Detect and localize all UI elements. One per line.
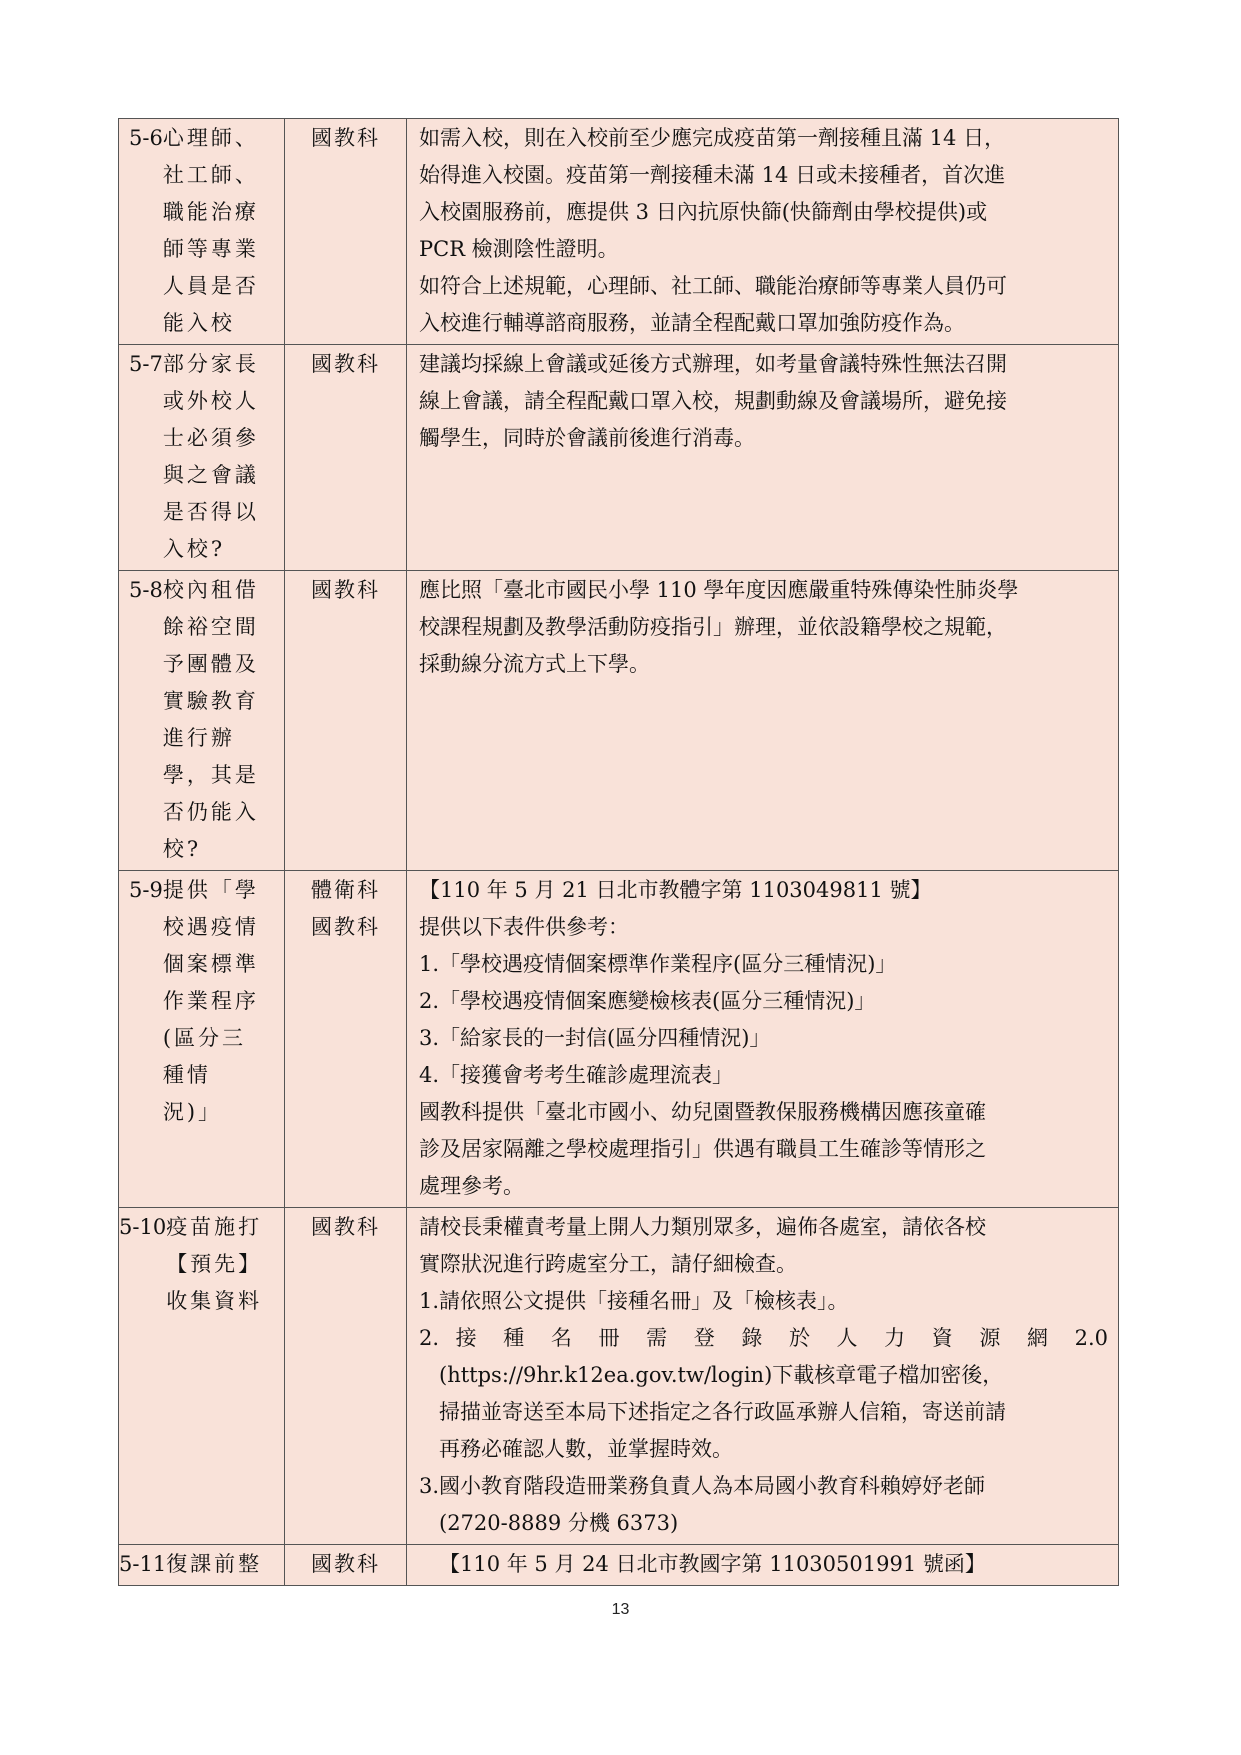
answer-line: 實際狀況進行跨處室分工，請仔細檢查。 bbox=[419, 1252, 797, 1276]
answer-line: 【110 年 5 月 24 日北市教國字第 11030501991 號函】 bbox=[439, 1552, 986, 1576]
question-line: 收集資料 bbox=[166, 1289, 263, 1313]
answer-line: 2. 接 種 名 冊 需 登 錄 於 人 力 資 源 網 2.0 bbox=[419, 1326, 1108, 1350]
question-id: 5-9 bbox=[129, 878, 163, 902]
department-cell bbox=[285, 571, 407, 871]
department-cell bbox=[285, 345, 407, 571]
question-line: 士必須參 bbox=[162, 426, 259, 450]
table-row bbox=[119, 571, 1119, 871]
question-line: 能入校 bbox=[162, 311, 235, 335]
answer-line: 入校園服務前，應提供 3 日內抗原快篩(快篩劑由學校提供)或 bbox=[419, 200, 988, 224]
question-line: 餘裕空間 bbox=[162, 615, 259, 639]
table-row bbox=[119, 1545, 1119, 1586]
answer-cell bbox=[407, 345, 1119, 571]
answer-cell bbox=[407, 119, 1119, 345]
question-line: 學，其是 bbox=[162, 763, 259, 787]
question-id: 5-6 bbox=[129, 126, 163, 150]
answer-line: 3.國小教育階段造冊業務負責人為本局國小教育科賴婷妤老師 bbox=[419, 1474, 986, 1498]
question-line: 【預先】 bbox=[166, 1252, 263, 1276]
answer-line: 入校進行輔導諮商服務，並請全程配戴口罩加強防疫作為。 bbox=[419, 311, 965, 335]
question-line: 提供「學 bbox=[162, 878, 259, 902]
answer-line: 2.「學校遇疫情個案應變檢核表(區分三種情況)」 bbox=[419, 989, 876, 1013]
answer-line: 再務必確認人數，並掌握時效。 bbox=[439, 1437, 733, 1461]
answer-line: 始得進入校園。疫苗第一劑接種未滿 14 日或未接種者，首次進 bbox=[419, 163, 1006, 187]
department-label: 國教科 bbox=[311, 352, 380, 376]
answer-cell bbox=[407, 1545, 1119, 1586]
department-label: 國教科 bbox=[311, 126, 380, 150]
answer-line: 應比照「臺北市國民小學 110 學年度因應嚴重特殊傳染性肺炎學 bbox=[419, 578, 1019, 602]
question-line: (區分三 bbox=[162, 1026, 247, 1050]
answer-line: (2720-8889 分機 6373) bbox=[439, 1511, 679, 1535]
question-cell bbox=[119, 119, 285, 345]
department-cell bbox=[285, 119, 407, 345]
question-cell bbox=[119, 1208, 285, 1545]
question-line: 部分家長 bbox=[162, 352, 259, 376]
question-line: 個案標準 bbox=[162, 952, 259, 976]
answer-line: 1.「學校遇疫情個案標準作業程序(區分三種情況)」 bbox=[419, 952, 897, 976]
answer-line: 採動線分流方式上下學。 bbox=[419, 652, 650, 676]
answer-line: 線上會議，請全程配戴口罩入校，規劃動線及會議場所，避免接 bbox=[419, 389, 1007, 413]
department-label: 國教科 bbox=[311, 1552, 380, 1576]
answer-line: 【110 年 5 月 21 日北市教體字第 1103049811 號】 bbox=[419, 878, 932, 902]
question-cell bbox=[119, 871, 285, 1208]
answer-line: 3.「給家長的一封信(區分四種情況)」 bbox=[419, 1026, 771, 1050]
department-cell bbox=[285, 1545, 407, 1586]
department-cell bbox=[285, 871, 407, 1208]
question-line: 師等專業 bbox=[162, 237, 259, 261]
faq-table bbox=[118, 118, 1119, 1586]
question-cell bbox=[119, 345, 285, 571]
department-label: 體衛科 bbox=[311, 878, 380, 902]
question-line: 作業程序 bbox=[162, 989, 259, 1013]
question-line: 進行辦 bbox=[162, 726, 235, 750]
question-id: 5-8 bbox=[129, 578, 163, 602]
answer-line: PCR 檢測陰性證明。 bbox=[419, 237, 619, 261]
department-cell bbox=[285, 1208, 407, 1545]
table-row bbox=[119, 345, 1119, 571]
question-id: 5-11 bbox=[119, 1552, 167, 1576]
answer-line: 觸學生，同時於會議前後進行消毒。 bbox=[419, 426, 755, 450]
department-label: 國教科 bbox=[311, 578, 380, 602]
table-row bbox=[119, 871, 1119, 1208]
question-cell bbox=[119, 571, 285, 871]
question-id: 5-7 bbox=[129, 352, 163, 376]
answer-cell bbox=[407, 871, 1119, 1208]
answer-line: 掃描並寄送至本局下述指定之各行政區承辦人信箱，寄送前請 bbox=[439, 1400, 1006, 1424]
answer-line: 提供以下表件供參考： bbox=[419, 915, 629, 939]
answer-line: 建議均採線上會議或延後方式辦理，如考量會議特殊性無法召開 bbox=[419, 352, 1007, 376]
page-number: 13 bbox=[611, 1601, 630, 1618]
question-line: 復課前整 bbox=[166, 1552, 263, 1576]
question-line: 予團體及 bbox=[162, 652, 259, 676]
answer-line: 處理參考。 bbox=[419, 1174, 524, 1198]
answer-cell bbox=[407, 1208, 1119, 1545]
answer-line: 如需入校，則在入校前至少應完成疫苗第一劑接種且滿 14 日， bbox=[419, 126, 1006, 150]
question-line: 實驗教育 bbox=[162, 689, 259, 713]
question-line: 或外校人 bbox=[162, 389, 259, 413]
question-line: 職能治療 bbox=[162, 200, 259, 224]
question-line: 心理師、 bbox=[162, 126, 259, 150]
answer-cell bbox=[407, 571, 1119, 871]
answer-line: 4.「接獲會考考生確診處理流表」 bbox=[419, 1063, 734, 1087]
question-line: 社工師、 bbox=[162, 163, 259, 187]
answer-line: 如符合上述規範，心理師、社工師、職能治療師等專業人員仍可 bbox=[419, 274, 1007, 298]
question-line: 校遇疫情 bbox=[162, 915, 259, 939]
question-line: 否仍能入 bbox=[162, 800, 259, 824]
question-cell bbox=[119, 1545, 285, 1586]
question-line: 疫苗施打 bbox=[166, 1215, 263, 1239]
answer-line: (https://9hr.k12ea.gov.tw/login)下載核章電子檔加密後， bbox=[439, 1363, 1004, 1387]
table-row bbox=[119, 1208, 1119, 1545]
question-line: 校內租借 bbox=[162, 578, 259, 602]
question-id: 5-10 bbox=[119, 1215, 167, 1239]
question-line: 人員是否 bbox=[162, 274, 259, 298]
answer-line: 1.請依照公文提供「接種名冊」及「檢核表」。 bbox=[419, 1289, 849, 1313]
table-row bbox=[119, 119, 1119, 345]
answer-line: 請校長秉權責考量上開人力類別眾多，遍佈各處室，請依各校 bbox=[419, 1215, 986, 1239]
question-line: 與之會議 bbox=[162, 463, 259, 487]
department-label: 國教科 bbox=[311, 915, 380, 939]
answer-line: 診及居家隔離之學校處理指引」供遇有職員工生確診等情形之 bbox=[419, 1137, 986, 1161]
question-line: 是否得以 bbox=[162, 500, 259, 524]
question-line: 校? bbox=[162, 837, 202, 861]
question-line: 況)」 bbox=[162, 1100, 223, 1124]
question-line: 入校? bbox=[162, 537, 226, 561]
department-label: 國教科 bbox=[311, 1215, 380, 1239]
answer-line: 國教科提供「臺北市國小、幼兒園暨教保服務機構因應孩童確 bbox=[419, 1100, 986, 1124]
answer-line: 校課程規劃及教學活動防疫指引」辦理，並依設籍學校之規範， bbox=[419, 615, 1007, 639]
question-line: 種情 bbox=[162, 1063, 211, 1087]
